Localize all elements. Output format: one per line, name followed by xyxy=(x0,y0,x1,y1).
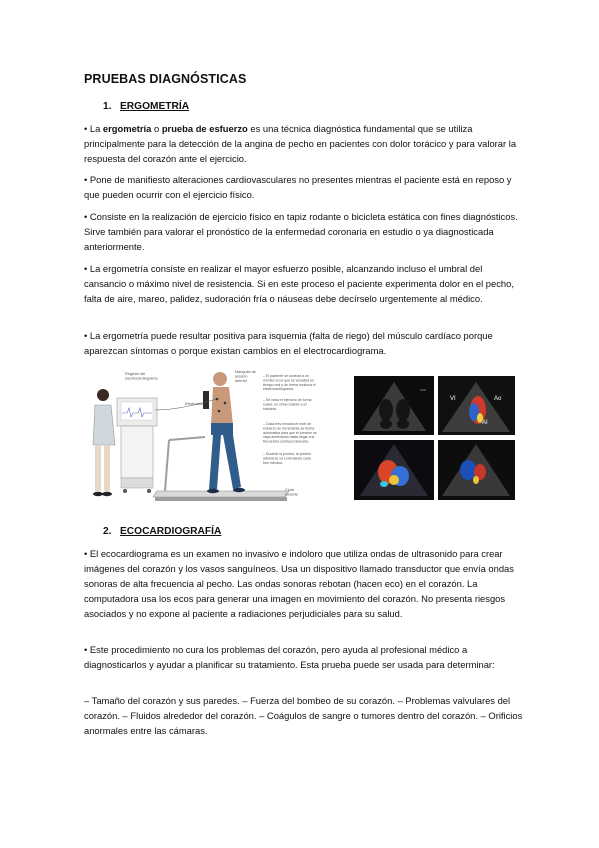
echo-label-ao: Ao xyxy=(494,396,502,402)
section-heading-ecocardiografia xyxy=(103,526,221,537)
section-number: 2. xyxy=(103,526,112,537)
echo-label-vi: VI xyxy=(450,396,456,402)
label-registro-ecg: Registro del electrocardiograma xyxy=(125,372,158,381)
ergometria-illustration xyxy=(85,365,351,509)
echo-image-parasternal xyxy=(438,440,515,500)
section-title: ERGOMETRÍA xyxy=(120,101,190,112)
paragraph-ergometria-definition: • La ergometría o prueba de esfuerzo es una técnica diagnóstica fundamental que se utiliza principalmente para la detección de la angina de pecho en pacientes con dolor torácico y para valorar la respuesta del corazón ante el ejercicio. xyxy=(84,123,517,164)
document-title: PRUEBAS DIAGNÓSTICAS xyxy=(84,72,247,86)
label-electrodos: Electrodos xyxy=(185,402,203,406)
paragraph-eco-determinar: – Tamaño del corazón y sus paredes. – Fuerza del bombeo de su corazón. – Problemas valvulares del corazón. – Fluidos alrededor del corazón. – Coágulos de sangre o tumores dentro del corazón. – Orificios anormales entre las cámaras. xyxy=(84,695,523,736)
paragraph-ergometria-manifiesto: • Pone de manifiesto alteraciones cardiovasculares no presentes mientras el paciente está en reposo y que pueden ocurrir con el ejercicio físico. xyxy=(84,174,512,200)
echocardiography-images xyxy=(354,376,515,500)
section-heading-ergometria xyxy=(103,101,189,112)
paragraph-ergometria-consiste: • Consiste en la realización de ejercicio físico en tapiz rodante o bicicleta estática con fines diagnósticos. Sirve también para valorar el pronóstico de la enfermedad coronaria en estudio o ya diagnosticada anteriormente. xyxy=(84,211,518,252)
echo-image-doppler-long-axis xyxy=(438,376,515,435)
echo-label-ai: AI xyxy=(482,420,488,426)
label-manguito: Manguito de presión arterial xyxy=(235,370,256,383)
ecg-machine xyxy=(117,398,157,493)
section-title: ECOCARDIOGRAFÍA xyxy=(120,526,222,537)
figure-note-2: – Se inicia el ejercicio de forma suave, en cinta rodante o en bicicleta. xyxy=(263,398,312,411)
section-number: 1. xyxy=(103,101,112,112)
paragraph-ergometria-esfuerzo: • La ergometría consiste en realizar el mayor esfuerzo posible, alcanzando incluso el umbral del cansancio o máximo nivel de resistencia. Si en este proceso el paciente experimenta dolor en el pecho, falta de aire, mareo, palidez, sudoración fría o náuseas debe decírselo urgentemente al médico. xyxy=(84,263,514,304)
figure-note-1: – El paciente se conecta a un monitor en el que se visualiza en tiempo real y de forma continua el electrocardiograma. xyxy=(263,374,316,392)
figure-note-3: – Cada tres minutos el nivel de esfuerzo se incrementa de forma automática para que el corazón se vaya acelerando hasta llegar a la frecuencia cardíaca deseada. xyxy=(263,422,317,444)
paragraph-eco-definition: • El ecocardiograma es un examen no invasivo e indoloro que utiliza ondas de ultrasonido para crear imágenes del corazón y los vasos sanguíneos. Usa un dispositivo llamado transductor que envía ondas sonoras de alta frecuencia al pecho. Las ondas sonoras rebotan (hacen eco) en el corazón. La computadora usa los ecos para generar una imagen en movimiento del corazón. No presenta riesgos asociados y no expone al paciente a radiaciones perjudiciales para su salud. xyxy=(84,548,514,619)
echo-image-color-doppler xyxy=(354,440,434,500)
echo-image-4chamber xyxy=(354,376,434,435)
paragraph-ergometria-isquemia: • La ergometría puede resultar positiva para isquemia (falta de riego) del músculo cardíaco porque aparezcan síntomas o porque existan cambios en el electrocardiograma. xyxy=(84,330,493,356)
label-cinta-rodante: Cinta rodante xyxy=(285,488,298,497)
figure-note-4: – Durante la prueba, la presión arterial se va controlando cada tres minutos. xyxy=(263,452,312,465)
paragraph-eco-procedimiento: • Este procedimiento no cura los problemas del corazón, pero ayuda al profesional médico a diagnosticarlos y ayudar a planificar su tratamiento. Esta prueba puede ser usada para determinar: xyxy=(84,644,495,670)
